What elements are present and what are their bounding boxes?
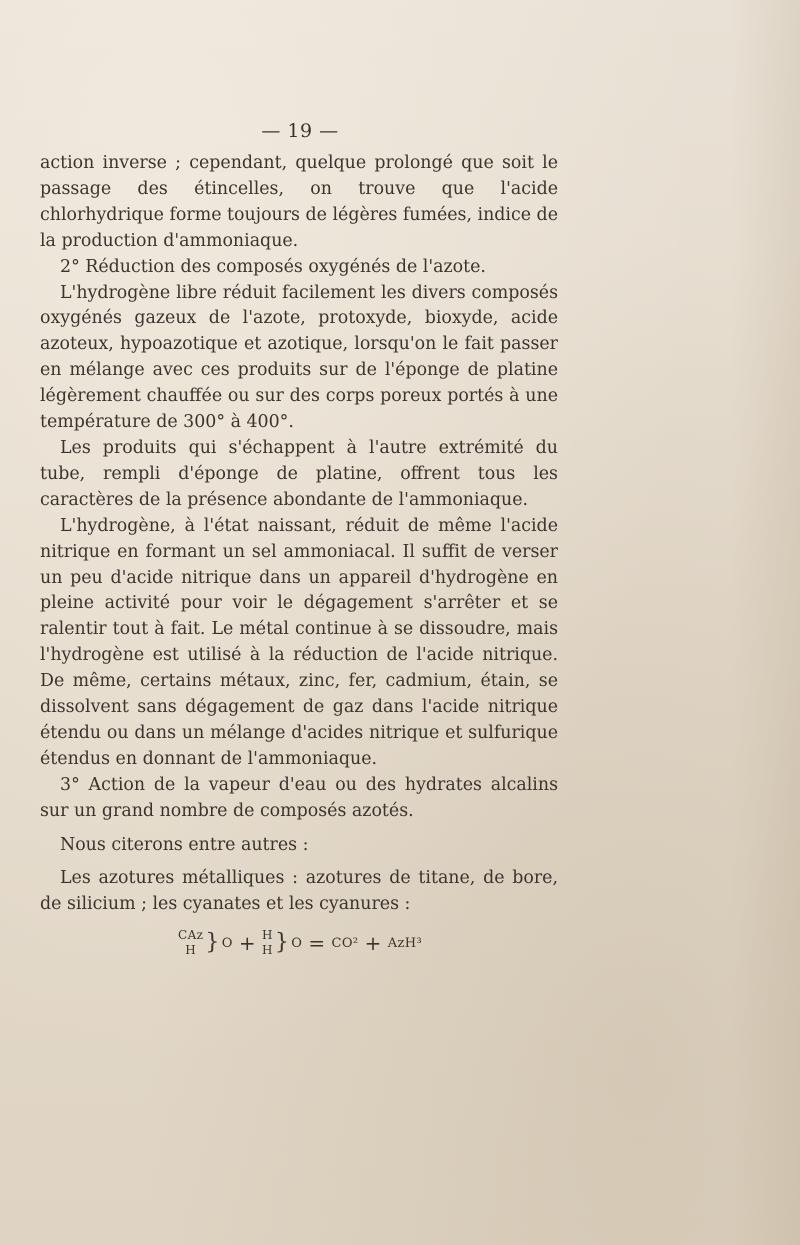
formula-h-top: H	[262, 928, 273, 942]
formula-left-group	[178, 928, 203, 958]
paragraph-produits: Les produits qui s'échappent à l'autre extrémité du tube, rempli d'éponge de platine, offrent tous les caractères de la présence abondante de l'ammoniaque.	[40, 437, 558, 510]
formula-o-left: O	[221, 935, 233, 951]
paragraph-azotures: Les azotures métalliques : azotures de titane, de bore, de silicium ; les cyanates et les cyanures :	[40, 868, 558, 915]
paragraph-hydrogene-naissant: L'hydrogène, à l'état naissant, réduit de même l'acide nitrique en formant un sel ammoniacal. Il suffit de verser un peu d'acide nitrique dans un appareil d'hydrogène en pleine activité pour voir le dégagement s'arrêter et se ralentir tout à fait. Le métal continue à se dissoudre, mais l'hydrogène est utilisé à la réduction de l'acide nitrique. De même, certains métaux, zinc, fer, cadmium, étain, se dissolvent sans dégagement de gaz dans l'acide nitrique étendu ou dans un mélange d'acides nitrique et sulfurique étendus en donnant de l'ammoniaque.	[40, 515, 558, 769]
formula-caz: CAz	[178, 928, 204, 942]
formula-azh3: AzH³	[387, 935, 423, 951]
chemical-equation	[178, 928, 422, 958]
formula-plus-2: +	[364, 931, 382, 955]
formula-co2: CO²	[331, 935, 359, 951]
formula-brace-mid: }	[274, 930, 290, 955]
formula-water-group	[262, 928, 273, 958]
paragraph-hydrogene-libre: L'hydrogène libre réduit facilement les divers composés oxygénés gazeux de l'azote, protoxyde, bioxyde, acide azoteux, hypoazotique et azotique, lorsqu'on le fait passer en mélange avec ces produits sur de l'éponge de platine légèrement chauffée ou sur des corps poreux portés à une température de 300° à 400°.	[40, 282, 558, 433]
body-text	[40, 151, 558, 918]
page-number: — 19 —	[261, 120, 339, 142]
formula-plus-1: +	[238, 931, 257, 955]
formula-o-mid: O	[291, 935, 303, 951]
section-heading-reduction: 2° Réduction des composés oxygénés de l'azote.	[60, 256, 486, 277]
formula-equals: =	[308, 931, 326, 955]
formula-h-left: H	[185, 943, 197, 957]
page-edge-shadow	[730, 0, 800, 1245]
paragraph-continuation: action inverse ; cependant, quelque prolongé que soit le passage des étincelles, on trouve que l'acide chlorhydrique forme toujours de légères fumées, indice de la production d'ammoniaque.	[40, 153, 558, 251]
formula-brace-left: }	[205, 930, 220, 955]
paragraph-nous-citerons: Nous citerons entre autres :	[60, 834, 309, 855]
formula-h-bottom: H	[262, 943, 273, 957]
section-heading-vapeur: 3° Action de la vapeur d'eau ou des hydrates alcalins sur un grand nombre de composés azotés.	[40, 774, 558, 821]
